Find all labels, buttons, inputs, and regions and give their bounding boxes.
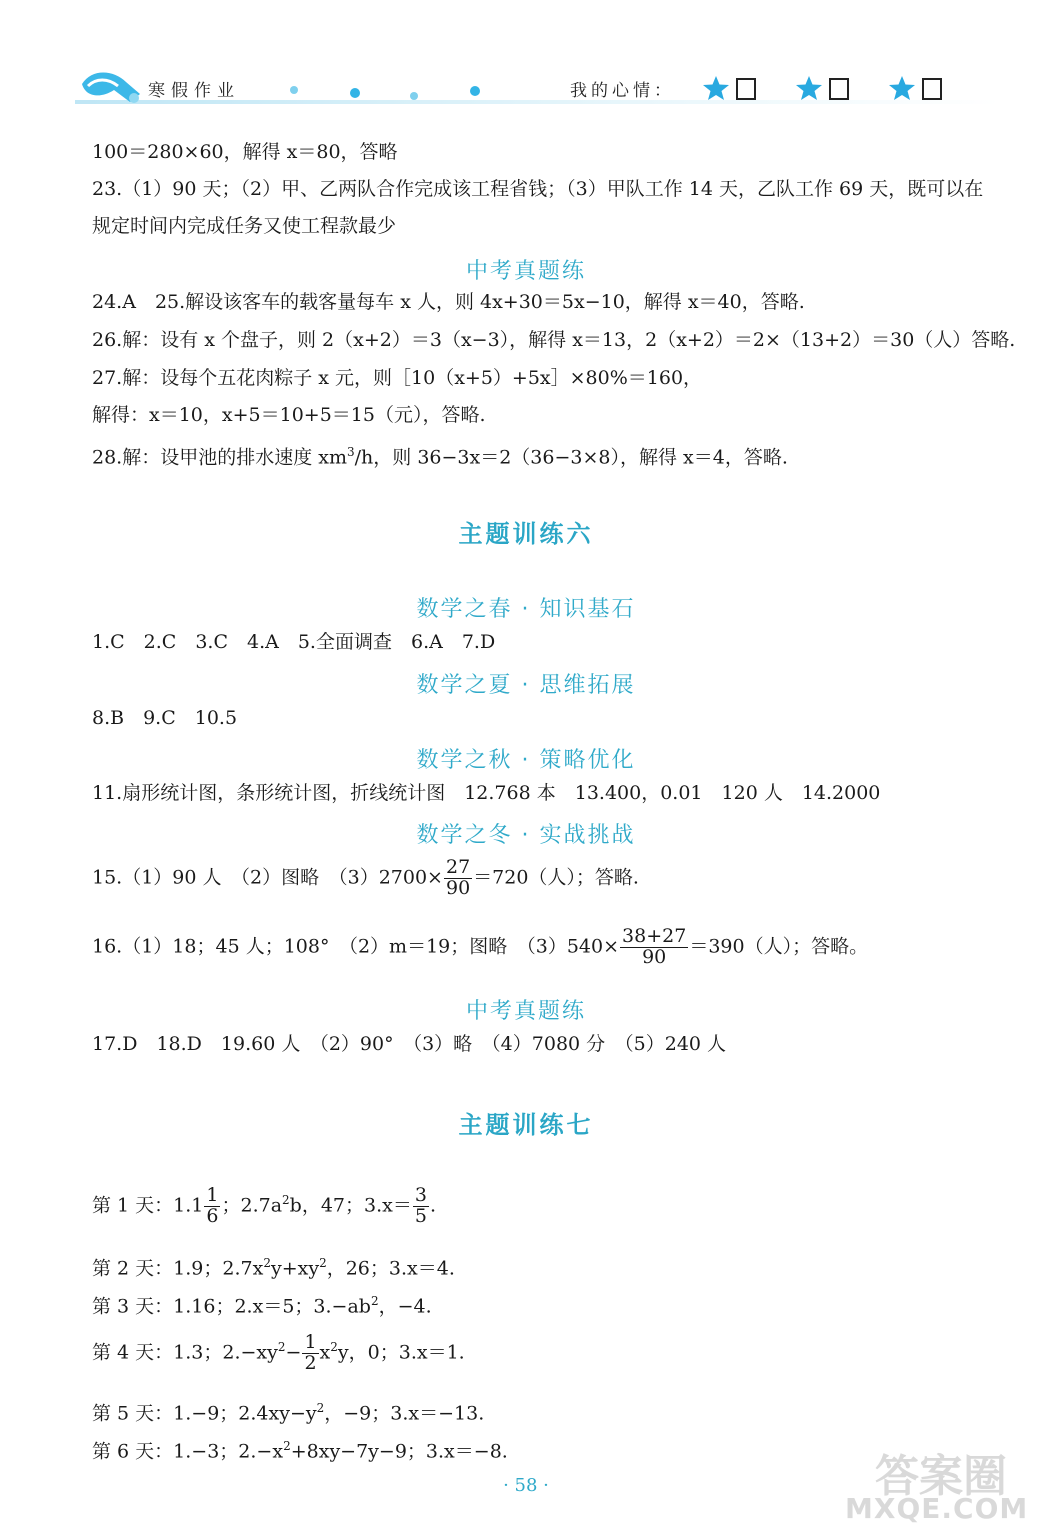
fraction: $\frac{3}{5}$ — [414, 1184, 427, 1227]
answer-line: 16.（1）18；45 人；108° （2）m＝19；图略 （3）540× $\frac{38+27}{90}$ ＝390（人）；答略。 — [92, 925, 869, 968]
chapter-title: 主题训练六 — [458, 520, 594, 548]
star-icon — [795, 75, 823, 101]
answer-line: 24.A 25.解设该客车的载客量每车 x 人，则 4x+30＝5x−10，解得 x＝40，答略. — [92, 291, 805, 313]
section-heading: 数学之秋 · 策略优化 — [416, 748, 636, 773]
mood-option-2[interactable] — [795, 75, 865, 101]
mood-option-3[interactable] — [888, 75, 958, 101]
mood-label: 我的心情： — [570, 81, 675, 101]
day-answer-line: 第 5 天：1.−9；$2.4xy-y^2$，−9；3.x＝−13. — [92, 1401, 485, 1425]
mood-checkbox[interactable] — [736, 78, 756, 100]
mood-checkbox[interactable] — [829, 78, 849, 100]
section-heading: 中考真题练 — [465, 999, 586, 1024]
pencil-logo-icon — [78, 64, 148, 110]
answer-line: 17.D 18.D 19.60 人 （2）90° （3）略 （4）7080 分 （5）240 人 — [92, 1033, 727, 1055]
answer-line: 解得：x＝10，x+5＝10+5＝15（元），答略. — [92, 404, 486, 426]
section-heading: 中考真题练 — [465, 259, 586, 284]
section-heading: 数学之春 · 知识基石 — [416, 597, 636, 622]
day-answer-line: 第 6 天：1.−3；$2.-x^2+8xy-7y-9$；3.x＝−8. — [92, 1439, 508, 1463]
star-icon — [702, 75, 730, 101]
watermark-logo: 答案圈 MXQE.COM — [845, 1451, 1029, 1525]
answer-line: 26.解：设有 x 个盘子，则 2（x+2）＝3（x−3），解得 x＝13，2（x+2）＝2×（13+2）＝30（人）答略. — [92, 329, 1016, 351]
section-heading: 数学之冬 · 实战挑战 — [416, 823, 636, 848]
decor-dot — [410, 92, 418, 100]
page-header — [0, 0, 1052, 120]
answer-line: 11.扇形统计图，条形统计图，折线统计图 12.768 本 13.400，0.01 120 人 14.2000 — [92, 782, 881, 804]
answer-line: 27.解：设每个五花肉粽子 x 元，则［10（x+5）+5x］×80%＝160， — [92, 367, 703, 389]
answer-line: 15.（1）90 人 （2）图略 （3）2700× $\frac{27}{90}$ ＝720（人）；答略. — [92, 856, 639, 899]
section-heading: 数学之夏 · 思维拓展 — [416, 673, 636, 698]
header-title: 寒假作业 — [148, 81, 240, 101]
answer-line: 规定时间内完成任务又使工程款最少 — [92, 215, 397, 237]
answer-line: 28.解：设甲池的排水速度 $xm^3/h$，则 36−3x＝2（36−3×8），解得 x＝4，答略. — [92, 445, 788, 469]
day-answer-line: 第 1 天：1.1 $\frac{1}{6}$ ；$2.7a^2b$，47；3.x＝ $\frac{3}{5}$ . — [92, 1184, 436, 1227]
mood-checkbox[interactable] — [922, 78, 942, 100]
answer-line: 100＝280×60，解得 x＝80，答略 — [92, 141, 398, 163]
page-number: · 58 · — [503, 1475, 549, 1496]
chapter-title: 主题训练七 — [458, 1111, 594, 1139]
decor-dot — [470, 86, 480, 96]
mood-option-1[interactable] — [702, 75, 772, 101]
fraction: $\frac{1}{6}$ — [206, 1184, 219, 1227]
fraction: $\frac{27}{90}$ — [445, 856, 471, 899]
fraction: $\frac{38+27}{90}$ — [622, 925, 687, 968]
decor-dot — [290, 86, 298, 94]
answer-line: 1.C 2.C 3.C 4.A 5.全面调查 6.A 7.D — [92, 631, 496, 653]
answer-line: 8.B 9.C 10.5 — [92, 707, 238, 729]
fraction: $\frac{1}{2}$ — [304, 1331, 317, 1374]
star-icon — [888, 75, 916, 101]
decor-dot — [350, 88, 360, 98]
day-answer-line: 第 2 天：1.9；$2.7x^2y+xy^2$，26；3.x＝4. — [92, 1256, 455, 1280]
answer-line: 23.（1）90 天；（2）甲、乙两队合作完成该工程省钱；（3）甲队工作 14 天，乙队工作 69 天，既可以在 — [92, 178, 984, 200]
day-answer-line: 第 4 天：1.3；$2.-xy^2-$ $\frac{1}{2}$ $x^2y$，0；3.x＝1. — [92, 1331, 465, 1374]
day-answer-line: 第 3 天：1.16；2.x＝5；$3.-ab^2$，−4. — [92, 1294, 432, 1318]
